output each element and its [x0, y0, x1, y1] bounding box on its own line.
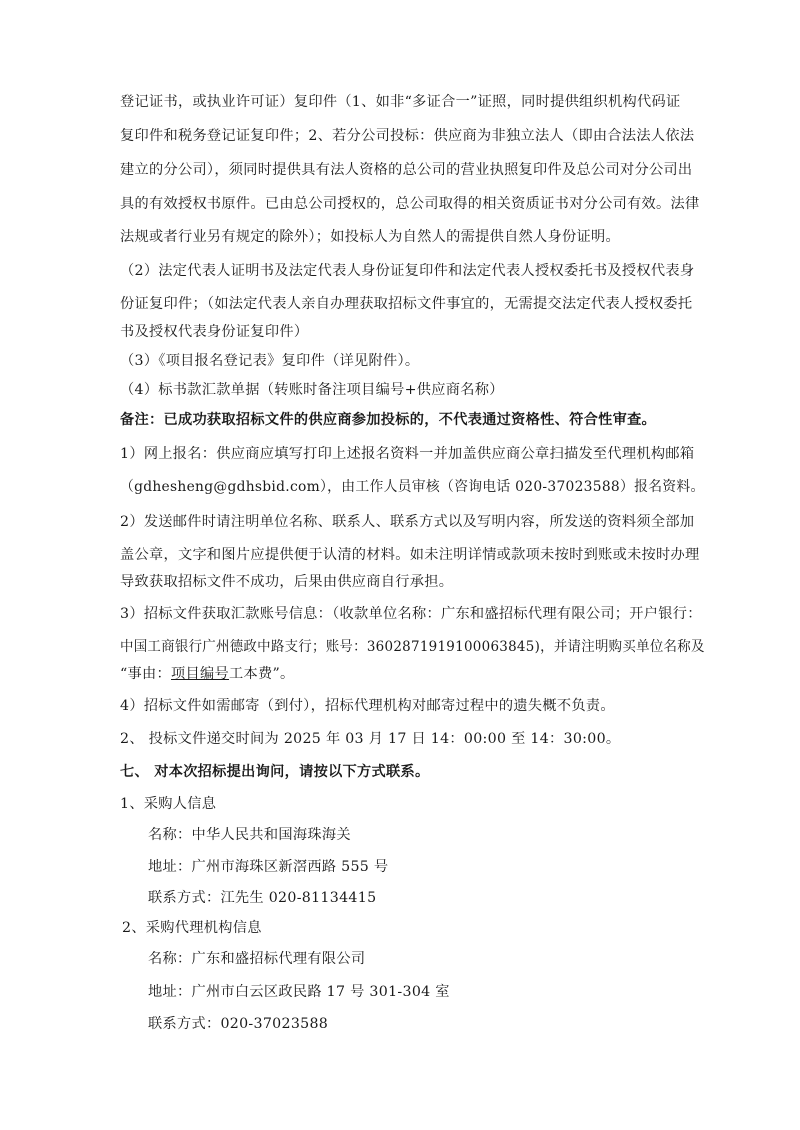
req-line-5: 法规或者行业另有规定的除外）；如投标人为自然人的需提供自然人身份证明。: [120, 229, 620, 245]
step-3-reason-suffix: 工本费”。: [228, 666, 295, 682]
req-item-2-line-3: 书及授权代表身份证复印件）: [120, 324, 309, 340]
purchaser-name: 名称：中华人民共和国海珠海关: [148, 827, 351, 843]
req-item-3: （3）《项目报名登记表》复印件（详见附件）。: [120, 353, 420, 369]
submission-deadline: 2、 投标文件递交时间为 2025 年 03 月 17 日 14：00:00 至 14：30:00。: [120, 731, 621, 747]
req-line-3: 建立的分公司），须同时提供具有法人资格的总公司的营业执照复印件及总公司对分公司出: [120, 162, 693, 178]
agency-contact: 联系方式：020-37023588: [148, 1016, 329, 1032]
step-3-line-1: 3）招标文件获取汇款账号信息：（收款单位名称：广东和盛招标代理有限公司；开户银行：: [120, 606, 702, 622]
req-line-2: 复印件和税务登记证复印件；2、若分公司投标：供应商为非独立法人（即由合法法人依法: [120, 128, 695, 144]
step-1-line-1: 1）网上报名：供应商应填写打印上述报名资料一并加盖供应商公章扫描发至代理机构邮箱: [120, 446, 695, 462]
step-3-line-3: [120, 664, 295, 684]
note-text: 备注：已成功获取招标文件的供应商参加投标的，不代表通过资格性、符合性审查。: [120, 412, 657, 428]
req-item-2-line-1: （2）法定代表人证明书及法定代表人身份证复印件和法定代表人授权委托书及授权代表身: [120, 263, 695, 279]
agency-address: 地址：广州市白云区政民路 17 号 301-304 室: [148, 984, 450, 1000]
step-4: 4）招标文件如需邮寄（到付），招标代理机构对邮寄过程中的遗失概不负责。: [120, 698, 615, 714]
req-line-4: 具的有效授权书原件。已由总公司授权的，总公司取得的相关资质证书对分公司有效。法律: [120, 196, 700, 212]
section-7-heading: 七、 对本次招标提出询问，请按以下方式联系。: [120, 764, 430, 780]
project-number-underlined: 项目编号: [171, 666, 229, 682]
purchaser-heading: 1、采购人信息: [120, 796, 217, 812]
req-line-1: 登记证书，或执业许可证）复印件（1、如非“多证合一”证照，同时提供组织机构代码证: [120, 94, 681, 110]
step-3-reason-prefix: “事由：: [120, 666, 172, 682]
req-item-2-line-2: 份证复印件；（如法定代表人亲自办理获取招标文件事宜的，无需提交法定代表人授权委托: [120, 296, 693, 312]
agency-name: 名称：广东和盛招标代理有限公司: [148, 951, 366, 967]
step-2-line-3: 导致获取招标文件不成功，后果由供应商自行承担。: [120, 574, 454, 590]
agency-heading: 2、采购代理机构信息: [122, 920, 262, 936]
step-3-line-2: 中国工商银行广州德政中路支行；账号：3602871919100063845)，并请注明购买单位名称及: [120, 639, 705, 655]
req-item-4: （4）标书款汇款单据（转账时备注项目编号+供应商名称）: [120, 382, 504, 398]
step-2-line-2: 盖公章，文字和图片应提供便于认清的材料。如未注明详情或款项未按时到账或未按时办理: [120, 547, 700, 563]
step-2-line-1: 2）发送邮件时请注明单位名称、联系人、联系方式以及写明内容，所发送的资料须全部加: [120, 514, 695, 530]
purchaser-address: 地址：广州市海珠区新滘西路 555 号: [148, 859, 389, 875]
step-1-line-2: （gdhesheng@gdhsbid.com），由工作人员审核（咨询电话 020-37023588）报名资料。: [120, 479, 705, 495]
purchaser-contact: 联系方式：江先生 020-81134415: [148, 890, 377, 906]
